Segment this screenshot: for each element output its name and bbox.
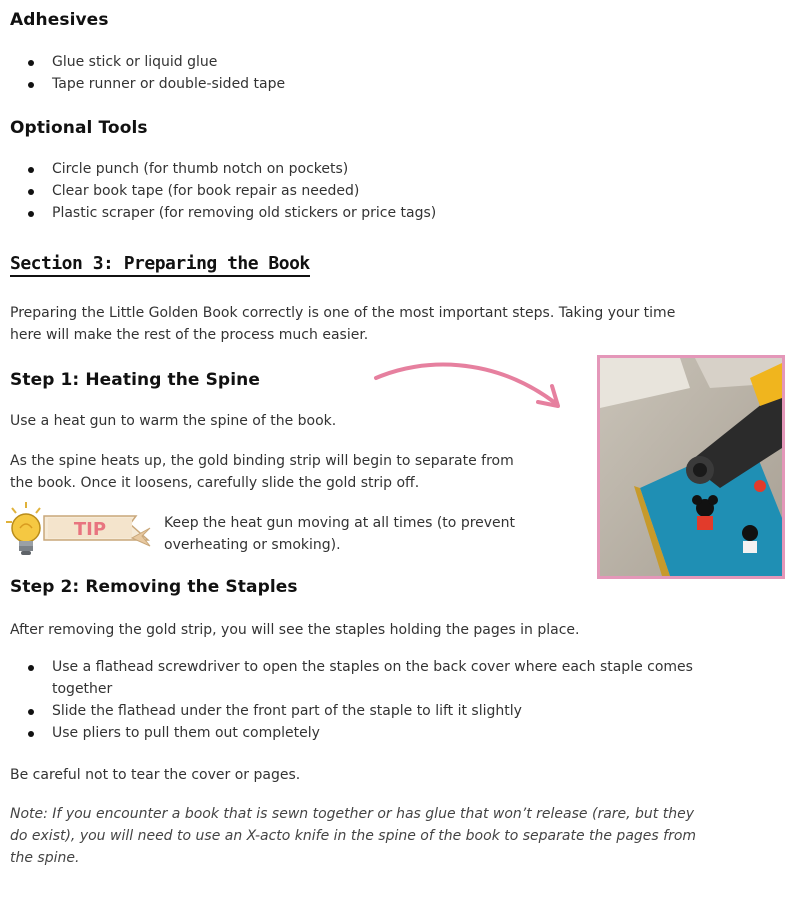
list-item: Circle punch (for thumb notch on pockets) — [0, 158, 436, 180]
step2-list — [0, 656, 693, 744]
tip-text-line-2: overheating or smoking). — [164, 537, 341, 553]
photo-illustration — [600, 358, 782, 576]
step1-paragraph-1: Use a heat gun to warm the spine of the book. — [10, 413, 337, 429]
heat-gun-photo — [597, 355, 785, 579]
note-line-1: Note: If you encounter a book that is sewn together or has glue that won’t release (rare, but they — [10, 806, 695, 822]
adhesives-heading: Adhesives — [10, 10, 109, 30]
note-line-2: do exist), you will need to use an X-acto knife in the spine of the book to separate the pages from — [10, 828, 697, 844]
note-line-3: the spine. — [10, 850, 80, 866]
list-item: Clear book tape (for book repair as needed) — [0, 180, 436, 202]
list-item-line: together — [52, 681, 113, 697]
list-item: Plastic scraper (for removing old stickers or price tags) — [0, 202, 436, 224]
optional-tools-heading: Optional Tools — [10, 118, 148, 138]
optional-tools-list — [0, 158, 436, 224]
tip-label: TIP — [73, 519, 107, 540]
tip-graphic — [4, 500, 154, 562]
step1-paragraph-2-line-2: the book. Once it loosens, carefully slide the gold strip off. — [10, 475, 420, 491]
list-item: Tape runner or double-sided tape — [0, 73, 285, 95]
lightbulb-icon — [6, 502, 40, 555]
list-item-line: Use a flathead screwdriver to open the staples on the back cover where each staple comes — [52, 659, 693, 675]
step1-heading: Step 1: Heating the Spine — [10, 370, 260, 390]
step2-paragraph-1: After removing the gold strip, you will see the staples holding the pages in place. — [10, 622, 580, 638]
caution-text: Be careful not to tear the cover or pages. — [10, 767, 301, 783]
list-item: Slide the flathead under the front part of the staple to lift it slightly — [0, 700, 693, 722]
list-item: Use pliers to pull them out completely — [0, 722, 693, 744]
tip-text-line-1: Keep the heat gun moving at all times (to prevent — [164, 515, 516, 531]
step1-paragraph-2-line-1: As the spine heats up, the gold binding strip will begin to separate from — [10, 453, 514, 469]
list-item — [0, 656, 693, 700]
adhesives-list — [0, 51, 285, 95]
section-intro-line-2: here will make the rest of the process much easier. — [10, 327, 369, 343]
list-item: Glue stick or liquid glue — [0, 51, 285, 73]
section-intro-line-1: Preparing the Little Golden Book correctly is one of the most important steps. Taking your time — [10, 305, 676, 321]
curved-arrow-icon — [372, 352, 566, 414]
section-title: Section 3: Preparing the Book — [10, 253, 310, 277]
step2-heading: Step 2: Removing the Staples — [10, 577, 298, 597]
